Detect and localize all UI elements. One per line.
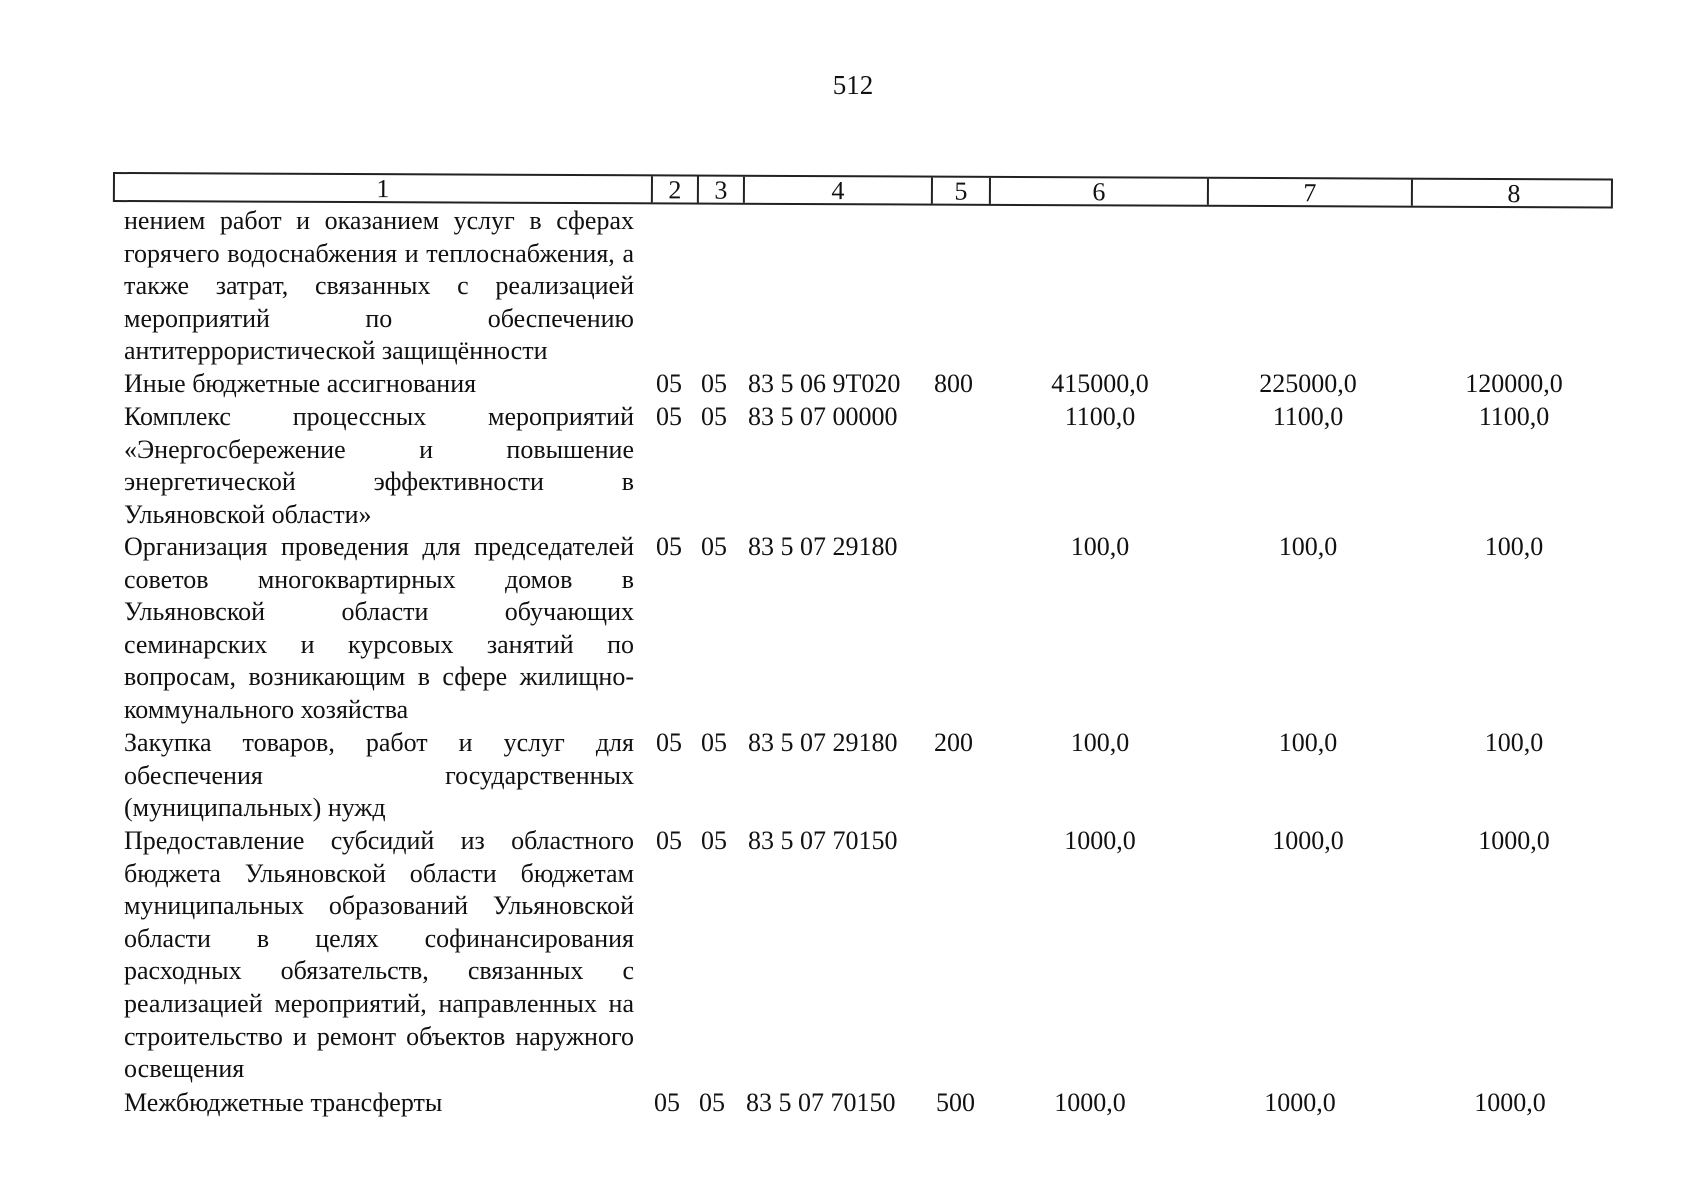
row-section: 05 bbox=[656, 826, 682, 855]
row-subsection: 05 bbox=[701, 532, 727, 561]
page-number: 512 bbox=[832, 70, 874, 100]
row-subsection: 05 bbox=[699, 1088, 725, 1117]
row-amount-col8: 100,0 bbox=[1484, 532, 1544, 561]
row-section: 05 bbox=[654, 1088, 680, 1117]
header-col-5: 5 bbox=[933, 178, 991, 204]
row-amount-col8: 100,0 bbox=[1484, 728, 1544, 757]
row-amount-col6: 415000,0 bbox=[1051, 369, 1149, 398]
row-description: Закупка товаров, работ и услуг для обеспечения государственных (муниципальных) нужд bbox=[124, 728, 634, 823]
row-amount-col7: 1000,0 bbox=[1264, 1088, 1336, 1117]
row-description: Организация проведения для председателей советов многоквартирных домов в Ульяновской области обучающих семинарских и курсовых занятий по вопросам, возникающим в сфере жилищно-коммунального хозяйства bbox=[124, 532, 634, 724]
row-section: 05 bbox=[656, 728, 682, 757]
row-amount-col6: 1000,0 bbox=[1064, 826, 1136, 855]
row-expense-type: 200 bbox=[934, 728, 973, 757]
row-description: Комплекс процессных мероприятий «Энергосбережение и повышение энергетической эффективности в Ульяновской области» bbox=[124, 402, 634, 529]
row-section: 05 bbox=[656, 532, 682, 561]
row-amount-col6: 100,0 bbox=[1070, 532, 1130, 561]
row-amount-col6: 1100,0 bbox=[1064, 402, 1136, 431]
row-section: 05 bbox=[656, 402, 682, 431]
row-subsection: 05 bbox=[701, 728, 727, 757]
row-expense-type: 500 bbox=[936, 1088, 975, 1117]
row-description: Иные бюджетные ассигнования bbox=[124, 369, 477, 398]
row-amount-col6: 100,0 bbox=[1070, 728, 1130, 757]
row-subsection: 05 bbox=[701, 826, 727, 855]
row-target-article: 83 5 07 70150 bbox=[746, 1088, 896, 1117]
header-col-4: 4 bbox=[745, 177, 933, 204]
row-expense-type: 800 bbox=[934, 369, 973, 398]
header-col-8: 8 bbox=[1507, 179, 1521, 209]
header-col-2: 2 bbox=[653, 176, 699, 202]
row-subsection: 05 bbox=[701, 369, 727, 398]
header-col-3: 3 bbox=[699, 177, 745, 203]
table-header-row bbox=[113, 172, 1613, 209]
row-amount-col6: 1000,0 bbox=[1054, 1088, 1126, 1117]
row-target-article: 83 5 07 00000 bbox=[748, 402, 898, 431]
row-target-article: 83 5 07 29180 bbox=[748, 728, 898, 757]
header-col-1: 1 bbox=[115, 174, 653, 202]
row-amount-col7: 1100,0 bbox=[1272, 402, 1344, 431]
header-col-6: 6 bbox=[991, 178, 1209, 205]
row-description: нением работ и оказанием услуг в сферах горячего водоснабжения и теплоснабжения, а также затрат, связанных с реализацией мероприятий по обеспечению антитеррористической защищённости bbox=[124, 206, 634, 366]
row-target-article: 83 5 07 70150 bbox=[748, 826, 898, 855]
row-amount-col7: 225000,0 bbox=[1259, 369, 1357, 398]
row-amount-col8: 1100,0 bbox=[1478, 402, 1550, 431]
row-section: 05 bbox=[656, 369, 682, 398]
row-description: Межбюджетные трансферты bbox=[124, 1088, 443, 1117]
header-col-7: 7 bbox=[1209, 179, 1413, 206]
row-amount-col8: 1000,0 bbox=[1474, 1088, 1546, 1117]
row-target-article: 83 5 07 29180 bbox=[748, 532, 898, 561]
row-subsection: 05 bbox=[701, 402, 727, 431]
row-target-article: 83 5 06 9Т020 bbox=[748, 369, 901, 398]
row-description: Предоставление субсидий из областного бюджета Ульяновской области бюджетам муниципальных образований Ульяновской области в целях софинансирования расходных обязательств, связанных с реализацией мероприятий, направленных на строительство и ремонт объектов наружного освещения bbox=[124, 826, 634, 1084]
row-amount-col7: 100,0 bbox=[1278, 532, 1338, 561]
row-amount-col8: 1000,0 bbox=[1478, 826, 1550, 855]
row-amount-col8: 120000,0 bbox=[1465, 369, 1563, 398]
row-amount-col7: 1000,0 bbox=[1272, 826, 1344, 855]
row-amount-col7: 100,0 bbox=[1278, 728, 1338, 757]
